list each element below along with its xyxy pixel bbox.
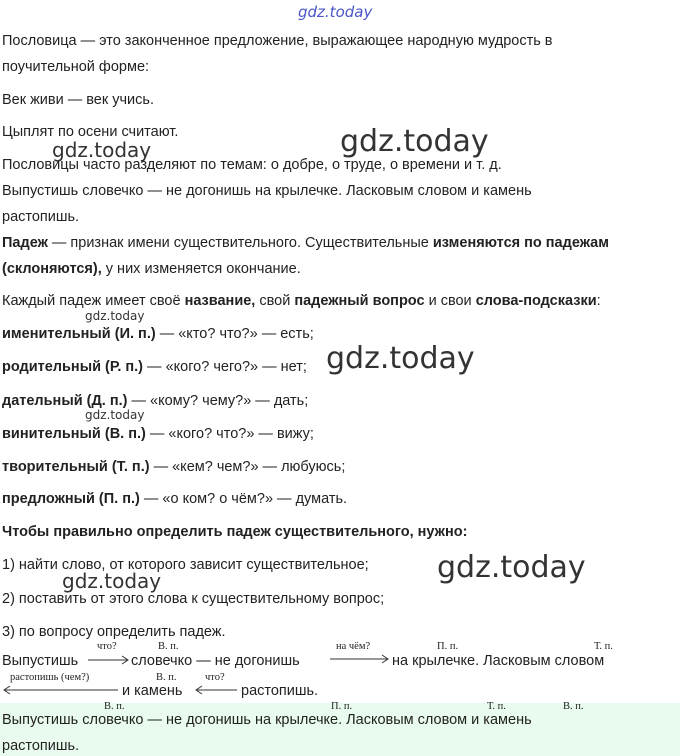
watermark-large: gdz.today	[437, 550, 586, 585]
watermark-tiny: gdz.today	[85, 408, 145, 422]
case-label: В. п.	[156, 672, 177, 683]
definition-line: поучительной форме:	[2, 59, 150, 75]
proverb-line: Выпустишь словечко — не догонишь на крылечке. Ласковым словом и камень	[2, 183, 532, 199]
arrow-right-icon	[330, 655, 388, 663]
analysis-word: Выпустишь	[2, 653, 79, 669]
case-label: П. п.	[437, 641, 459, 652]
watermark-large: gdz.today	[326, 341, 475, 376]
case-label: В. п.	[158, 641, 179, 652]
step-item: 1) найти слово, от которого зависит существительное;	[2, 557, 369, 573]
watermark-top: gdz.today	[298, 3, 373, 21]
question-label: на чём?	[336, 641, 371, 652]
analysis-word: и камень	[122, 683, 183, 699]
watermark-small: gdz.today	[62, 569, 162, 593]
case-label: Т. п.	[487, 701, 506, 712]
example-proverb: Цыплят по осени считают.	[2, 124, 179, 140]
case-item: винительный (В. п.) — «кого? что?» — вижу;	[2, 426, 314, 442]
case-item: творительный (Т. п.) — «кем? чем?» — любуюсь;	[2, 459, 346, 475]
analysis-word: словечко — не догонишь	[131, 653, 300, 669]
proverb-line: растопишь.	[2, 209, 80, 225]
question-label: что?	[205, 672, 225, 683]
case-label: В. п.	[563, 701, 584, 712]
arrow-left-icon	[4, 686, 118, 694]
arrow-left-icon	[196, 686, 237, 694]
case-definition-line: Падеж — признак имени существительного. Существительные изменяются по падежам	[2, 235, 609, 251]
arrow-right-icon	[88, 656, 128, 664]
example-proverb: Век живи — век учись.	[2, 92, 154, 108]
watermark-tiny: gdz.today	[85, 309, 145, 323]
case-label: Т. п.	[594, 641, 613, 652]
case-item: именительный (И. п.) — «кто? что?» — есть;	[2, 326, 314, 342]
step-item: 2) поставить от этого слова к существительному вопрос;	[2, 591, 385, 607]
case-item: предложный (П. п.) — «о ком? о чём?» — думать.	[2, 491, 348, 507]
watermark-small: gdz.today	[52, 138, 152, 162]
case-label: В. п.	[104, 701, 125, 712]
analysis-word: растопишь.	[241, 683, 319, 699]
case-item: родительный (Р. п.) — «кого? чего?» — нет;	[2, 359, 307, 375]
case-features-line: Каждый падеж имеет своё название, свой падежный вопрос и свои слова-подсказки:	[2, 293, 601, 309]
answer-line: растопишь.	[2, 738, 80, 754]
case-item: дательный (Д. п.) — «кому? чему?» — дать;	[2, 393, 309, 409]
case-definition-line: (склоняются), у них изменяется окончание.	[2, 261, 301, 277]
step-item: 3) по вопросу определить падеж.	[2, 624, 226, 640]
themes-paragraph: Пословицы часто разделяют по темам: о добре, о труде, о времени и т. д.	[2, 157, 502, 173]
term-padezh: Падеж	[2, 235, 48, 251]
question-label: растопишь (чем?)	[10, 672, 90, 683]
watermark-large: gdz.today	[340, 124, 489, 159]
case-label: П. п.	[331, 701, 353, 712]
answer-line: Выпустишь словечко — не догонишь на крылечке. Ласковым словом и камень	[2, 712, 532, 728]
analysis-word: на крылечке. Ласковым словом	[392, 653, 605, 669]
definition-line: Пословица — это законченное предложение, выражающее народную мудрость в	[2, 33, 553, 49]
question-label: что?	[97, 641, 117, 652]
steps-title: Чтобы правильно определить падеж существительного, нужно:	[2, 524, 468, 540]
